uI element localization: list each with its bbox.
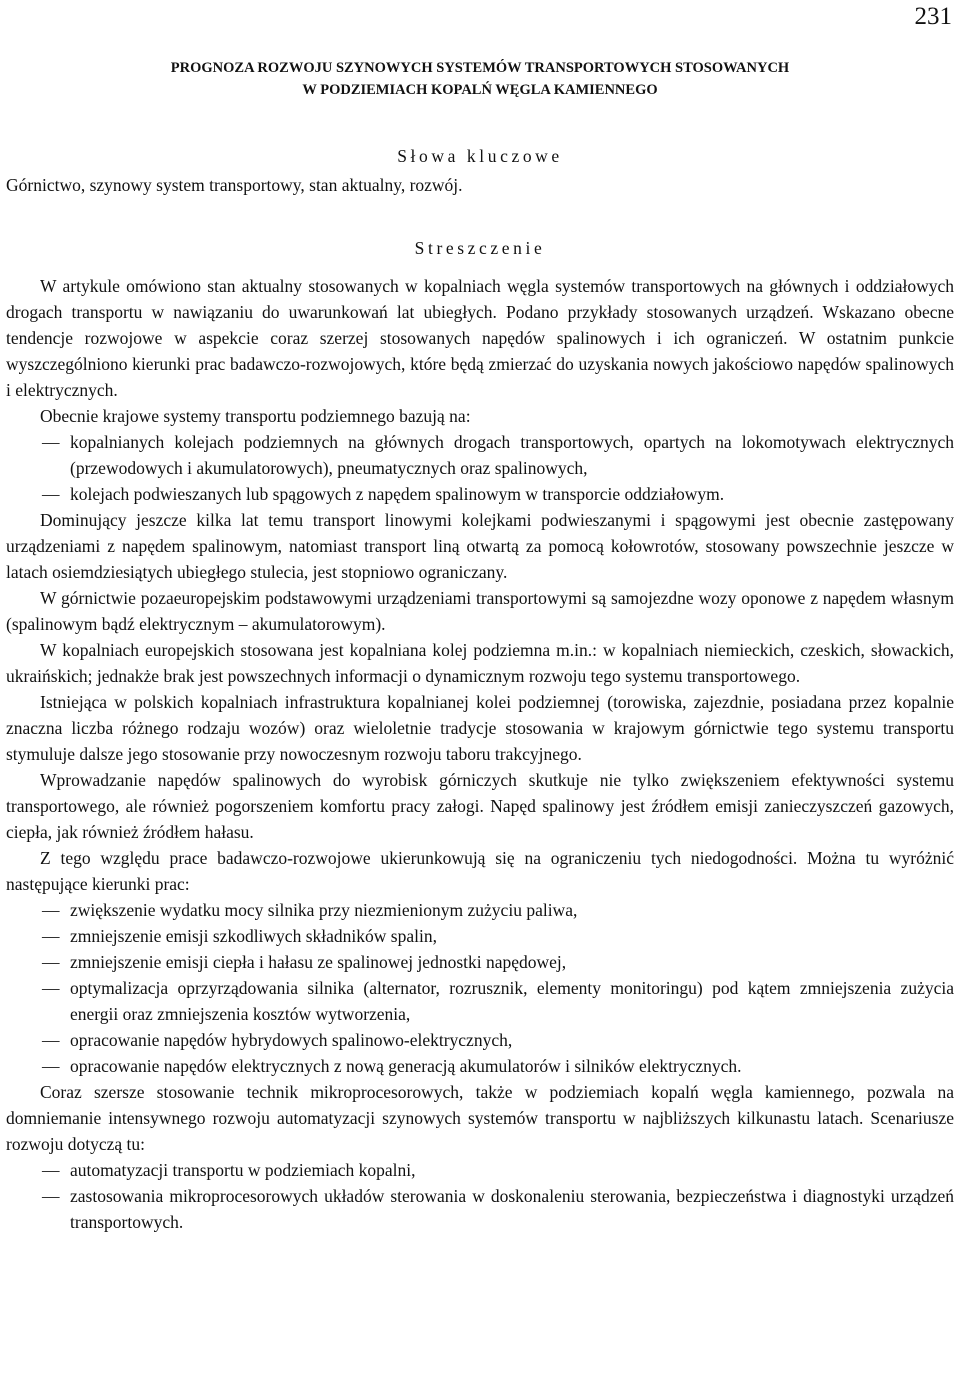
list-item-text: zwiększenie wydatku mocy silnika przy niezmienionym zużyciu paliwa, [70, 900, 578, 920]
paragraph-8: Coraz szersze stosowanie technik mikroprocesorowych, także w podziemiach kopalń węgla kamiennego, pozwala na domniemanie intensywnego rozwoju automatyzacji szynowych systemów transportu w najbliższych kilkunastu latach. Scenariusze rozwoju dotyczą tu: [6, 1082, 954, 1154]
list-item-text: automatyzacji transportu w podziemiach kopalni, [70, 1160, 416, 1180]
list-item [6, 1157, 954, 1183]
list-item [6, 481, 954, 507]
list-item [6, 897, 954, 923]
dash-bullet: — [42, 926, 60, 946]
title-line-1: PROGNOZA ROZWOJU SZYNOWYCH SYSTEMÓW TRANSPORTOWYCH STOSOWANYCH [170, 60, 790, 76]
keywords-heading: Słowa kluczowe [397, 146, 563, 166]
dash-bullet: — [42, 952, 60, 972]
keywords-text: Górnictwo, szynowy system transportowy, stan aktualny, rozwój. [6, 175, 463, 195]
list-item-text: kopalnianych kolejach podziemnych na głównych drogach transportowych, opartych na lokomotywach elektrycznych (przewodowych i akumulatorowych), pneumatycznych oraz spalinowych, [70, 432, 954, 478]
dash-bullet: — [42, 900, 60, 920]
paragraph-3: W górnictwie pozaeuropejskim podstawowymi urządzeniami transportowymi są samojezdne wozy oponowe z napędem własnym (spalinowym bądź elektrycznym – akumulatorowym). [6, 588, 954, 634]
list-item-text: kolejach podwieszanych lub spągowych z napędem spalinowym w transporcie oddziałowym. [70, 484, 725, 504]
title-line-2: W PODZIEMIACH KOPALŃ WĘGLA KAMIENNEGO [302, 82, 658, 98]
page-number: 231 [914, 3, 952, 30]
list-item [6, 1027, 954, 1053]
dash-bullet: — [42, 978, 60, 998]
dash-bullet: — [42, 1160, 60, 1180]
list-item-text: zmniejszenie emisji ciepła i hałasu ze spalinowej jednostki napędowej, [70, 952, 567, 972]
paragraph-4: W kopalniach europejskich stosowana jest kopalniana kolej podziemna m.in.: w kopalniach niemieckich, czeskich, słowackich, ukraińskich; jednakże brak jest powszechnych informacji o dynamicznym rozwoju tego systemu transportowego. [6, 640, 954, 686]
paragraph-7: Z tego względu prace badawczo-rozwojowe ukierunkowują się na ograniczeniu tych niedogodności. Można tu wyróżnić następujące kierunki prac: [6, 848, 954, 894]
paper-title [0, 57, 960, 101]
list-item [6, 429, 954, 481]
paragraph-2: Dominujący jeszcze kilka lat temu transport linowymi kolejkami podwieszanymi i spągowymi jest obecnie zastępowany urządzeniami z napędem spalinowym, natomiast transport liną otwartą za pomocą kołowrotów, stosowany powszechnie jeszcze w latach osiemdziesiątych ubiegłego stulecia, jest stopniowo ograniczany. [6, 510, 954, 582]
dash-bullet: — [42, 484, 60, 504]
dash-bullet: — [42, 1056, 60, 1076]
paragraph-6: Wprowadzanie napędów spalinowych do wyrobisk górniczych skutkuje nie tylko zwiększeniem efektywności systemu transportowego, ale również pogorszeniem komfortu pracy załogi. Napęd spalinowy jest źródłem emisji zanieczyszczeń gazowych, ciepła, jak również źródłem hałasu. [6, 770, 954, 842]
body-content [6, 141, 954, 1235]
list-item-text: zmniejszenie emisji szkodliwych składników spalin, [70, 926, 437, 946]
transport-systems-list [6, 429, 954, 507]
list-item [6, 1053, 954, 1079]
paragraph-1: Obecnie krajowe systemy transportu podziemnego bazują na: [40, 406, 471, 426]
abstract-paragraph: W artykule omówiono stan aktualny stosowanych w kopalniach węgla systemów transportowych na głównych i oddziałowych drogach transportu w nawiązaniu do uwarunkowań lat ubiegłych. Podano przykłady stosowanych urządzeń. Wskazano obecne tendencje rozwojowe w aspekcie coraz szerzej stosowanych napędów spalinowych i ich ograniczeń. W ostatnim punkcie wyszczególniono kierunki prac badawczo-rozwojowych, które będą zmierzać do uzyskania nowych jakościowo napędów spalinowych i elektrycznych. [6, 276, 954, 400]
list-item-text: zastosowania mikroprocesorowych układów sterowania w doskonaleniu sterowania, bezpieczeństwa i diagnostyki urządzeń transportowych. [70, 1186, 954, 1232]
dash-bullet: — [42, 1186, 60, 1206]
research-directions-list [6, 897, 954, 1079]
dash-bullet: — [42, 1030, 60, 1050]
paragraph-5: Istniejąca w polskich kopalniach infrastruktura kopalnianej kolei podziemnej (torowiska, zajezdnie, posiadana przez kopalnie znaczna liczba różnego rodzaju wozów) oraz wieloletnie tradycje stosowania w krajowym górnictwie tego systemu transportu stymuluje dalsze jego stosowanie przy nowoczesnym rozwoju taboru trakcyjnego. [6, 692, 954, 764]
dash-bullet: — [42, 432, 60, 452]
list-item [6, 1183, 954, 1235]
list-item-text: opracowanie napędów elektrycznych z nową generacją akumulatorów i silników elektrycznych. [70, 1056, 742, 1076]
list-item [6, 923, 954, 949]
abstract-heading: Streszczenie [414, 238, 546, 258]
scenarios-list [6, 1157, 954, 1235]
list-item-text: opracowanie napędów hybrydowych spalinowo-elektrycznych, [70, 1030, 513, 1050]
list-item-text: optymalizacja oprzyrządowania silnika (alternator, rozrusznik, elementy monitoringu) pod kątem zmniejszenia zużycia energii oraz zmniejszenia kosztów wytworzenia, [70, 978, 954, 1024]
list-item [6, 975, 954, 1027]
list-item [6, 949, 954, 975]
